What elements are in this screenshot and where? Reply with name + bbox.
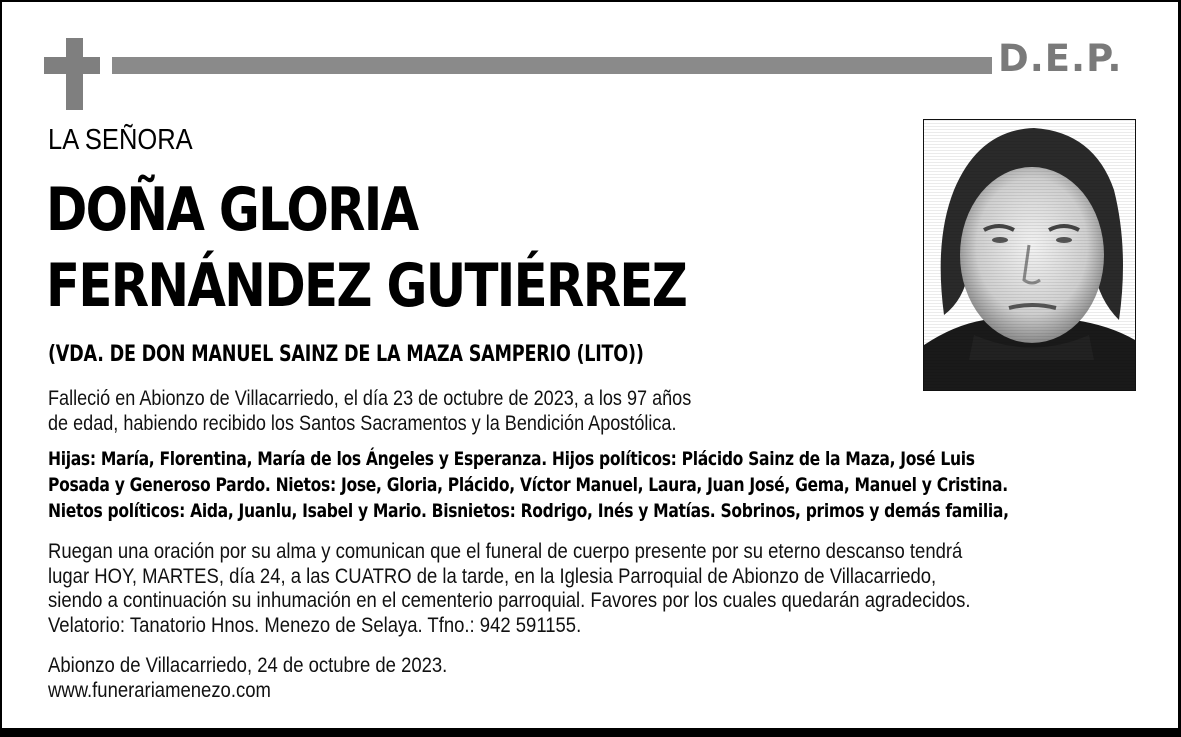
funeral-info-line: lugar HOY, MARTES, día 24, a las CUATRO de la tarde, en la Iglesia Parroquial de Abionzo de Villacarriedo,: [48, 564, 937, 588]
funeral-info-line: siendo a continuación su inhumación en el cementerio parroquial. Favores por los cuales quedarán agradecidos.: [48, 589, 971, 612]
dep-label: D.E.P.: [998, 37, 1123, 80]
portrait-image-icon: [924, 120, 1135, 390]
deceased-name-line-1: DOÑA GLORIA: [46, 175, 418, 245]
place-date: Abionzo de Villacarriedo, 24 de octubre de 2023.: [48, 654, 448, 677]
deceased-name-line-2: FERNÁNDEZ GUTIÉRREZ: [46, 251, 687, 321]
family-line: Posada y Generoso Pardo. Nietos: Jose, Gloria, Plácido, Víctor Manuel, Laura, Juan José, Gema, Manuel y Cristina.: [48, 474, 1008, 496]
death-info-line: Falleció en Abionzo de Villacarriedo, el día 23 de octubre de 2023, a los 97 años: [48, 387, 692, 410]
honorific-prefix: LA SEÑORA: [48, 124, 193, 156]
funeral-info-line: Velatorio: Tanatorio Hnos. Menezo de Selaya. Tfno.: 942 591155.: [48, 613, 582, 637]
closing-block: [48, 653, 447, 703]
family-members: [48, 446, 1009, 524]
header-rule: [112, 57, 992, 74]
cross-icon: [66, 38, 83, 110]
website-link[interactable]: www.funerariamenezo.com: [48, 679, 271, 702]
family-line: Nietos políticos: Aida, Juanlu, Isabel y Mario. Bisnietos: Rodrigo, Inés y Matías. Sobrinos, primos y demás familia,: [48, 500, 1009, 522]
widow-of-line: (VDA. DE DON MANUEL SAINZ DE LA MAZA SAMPERIO (LITO)): [48, 342, 644, 367]
family-line: Hijas: María, Florentina, María de los Ángeles y Esperanza. Hijos políticos: Plácido Sainz de la Maza, José Luis: [48, 448, 975, 470]
cross-icon-arm: [44, 57, 100, 74]
death-information: [48, 386, 691, 436]
funeral-information: [48, 540, 971, 638]
death-info-line: de edad, habiendo recibido los Santos Sacramentos y la Bendición Apostólica.: [48, 412, 677, 435]
portrait-photo: [923, 119, 1136, 391]
funeral-info-line: Ruegan una oración por su alma y comunican que el funeral de cuerpo presente por su eterno descanso tendrá: [48, 540, 963, 563]
